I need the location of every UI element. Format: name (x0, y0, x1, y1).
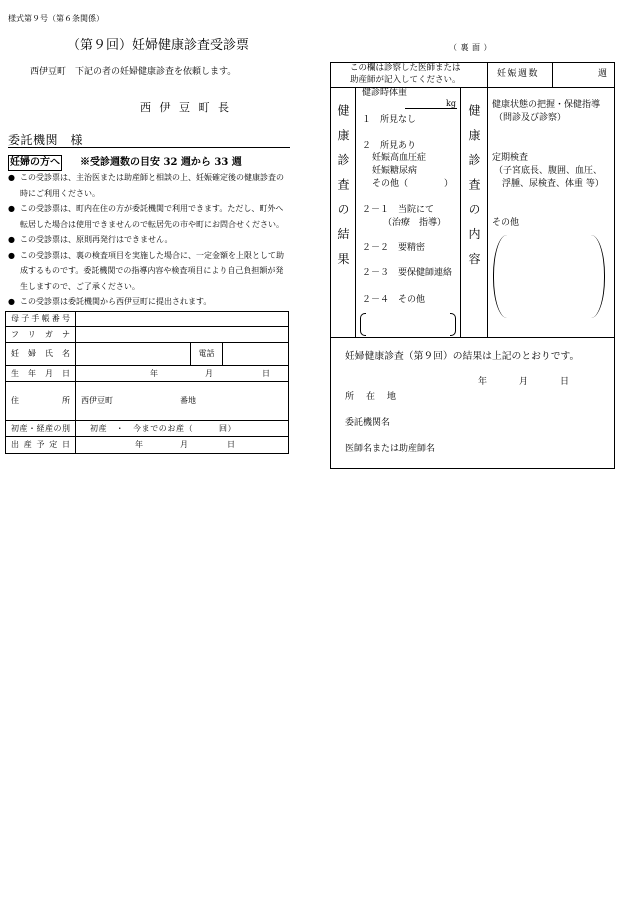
cert-day-unit: 日 (560, 377, 570, 387)
content-item-2: 定期検査 (492, 153, 529, 163)
address-banchi: 番地 (180, 396, 196, 405)
birth-month-unit: 月 (205, 368, 213, 378)
contents-cell (488, 88, 614, 337)
handbook-number-field (76, 312, 289, 327)
due-day-unit: 日 (227, 440, 235, 449)
bullet-mark: ● (8, 297, 15, 306)
name-label: 妊婦氏名 (6, 343, 76, 366)
notice-heading: 妊婦の方へ (8, 155, 62, 171)
addressee: 委託機関 様 (8, 133, 84, 147)
weeks-value-cell (553, 63, 614, 88)
finding-item: 妊娠高血圧症 (372, 153, 427, 163)
table-row (6, 366, 289, 382)
table-row (6, 312, 289, 327)
content-item-1-detail: （問診及び診察） (494, 113, 567, 123)
notice-line: この受診票は、原則再発行はできません。 (20, 235, 173, 244)
birth-year-unit: 年 (150, 368, 158, 378)
finding-item: 妊娠糖尿病 (372, 166, 418, 176)
notice-line: 生しますので、ご了承ください。 (20, 281, 140, 291)
notice-line: 成するものです。委託機関での指導内容や検査項目により自己負担額が発 (20, 266, 284, 275)
doctor-label: 医師名または助産師名 (345, 444, 436, 454)
due-date-field (76, 437, 289, 454)
cert-year-unit: 年 (478, 377, 488, 387)
other-bracket-left (360, 313, 366, 336)
content-item-2-detail: 浮腫、尿検査、体重 等） (502, 179, 604, 189)
weeks-unit: 週 (598, 69, 608, 79)
due-year-unit: 年 (135, 440, 143, 449)
header-note-line: この欄は診察した医師または (350, 63, 461, 73)
option-no-findings: １ 所見なし (362, 115, 417, 125)
facility-label: 委託機関名 (345, 418, 391, 428)
contents-title: 健康診査の内容 (467, 104, 481, 277)
phone-label: 電話 (191, 343, 223, 366)
other-bracket-right (450, 313, 456, 336)
notice-item (8, 232, 284, 248)
notice-line: この受診票は、主治医または助産師と相談の上、妊娠確定後の健康診査の (20, 173, 284, 182)
notice-line: 転居した場合は使用できませんので転居先の市や町にお問合せください。 (20, 219, 284, 229)
other-paren-right (591, 235, 605, 318)
week-guide: ※受診週数の目安 32 週から 33 週 (80, 157, 242, 168)
issuer-name: 西伊豆町長 (140, 101, 238, 114)
notice-line: この受診票は委託機関から西伊豆町に提出されます。 (20, 297, 212, 306)
weeks-label-cell (488, 63, 553, 88)
content-item-3: その他 (492, 218, 520, 228)
pregnant-woman-info-table (5, 311, 289, 454)
contents-title-cell (461, 88, 488, 337)
option-2-3: ２－３ 要保健師連絡 (362, 268, 453, 278)
bullet-mark: ● (8, 235, 15, 244)
weeks-label: 妊娠週数 (497, 69, 540, 79)
notice-line: この受診票は、町内在住の方が委託機関で利用できます。ただし、町外へ (20, 204, 284, 213)
furigana-field (76, 327, 289, 343)
weight-label: 健診時体重 (362, 88, 408, 98)
address-field (76, 382, 289, 421)
birth-day-unit: 日 (262, 368, 270, 378)
table-row (6, 343, 289, 366)
due-date-label: 出産予定日 (6, 437, 76, 454)
weight-unit: kg (446, 99, 456, 108)
certification-text: 妊婦健康診査（第９回）の結果は上記のとおりです。 (345, 351, 580, 362)
other-paren-left (493, 235, 507, 318)
header-note-cell (331, 63, 488, 88)
parity-label: 初産・経産の別 (6, 421, 76, 437)
furigana-label: フリガナ (6, 327, 76, 343)
exam-results-box (330, 62, 615, 469)
table-row (6, 382, 289, 421)
bullet-mark: ● (8, 250, 15, 260)
notice-list (8, 170, 284, 310)
notice-item (8, 294, 284, 310)
option-2-1: ２－１ 当院にて (362, 205, 435, 215)
option-2-2: ２－２ 要精密 (362, 243, 426, 253)
certification-section (331, 337, 614, 468)
handbook-number-label: 母子手帳番号 (6, 312, 76, 327)
parity-field (76, 421, 289, 437)
option-findings: ２ 所見あり (362, 141, 417, 151)
due-month-unit: 月 (180, 440, 188, 449)
birthdate-field (76, 366, 289, 382)
name-field (76, 343, 191, 366)
option-2-1-detail: （治療 指導） (383, 218, 447, 228)
location-label: 所在地 (345, 392, 409, 402)
bullet-mark: ● (8, 173, 15, 182)
form-number: 様式第９号（第６条関係） (8, 14, 104, 23)
phone-field (223, 343, 289, 366)
notice-item (8, 248, 284, 295)
address-town: 西伊豆町 (81, 396, 113, 405)
notice-item (8, 201, 284, 232)
notice-line: この受診票は、裏の検査項目を実施した場合に、一定金額を上限として助 (20, 250, 284, 260)
cert-month-unit: 月 (519, 377, 529, 387)
request-text: 西伊豆町 下記の者の妊婦健康診査を依頼します。 (30, 67, 237, 77)
parity-options: 初産 ・ 今までのお産（ 回） (90, 423, 237, 433)
option-2-4: ２－４ その他 (362, 295, 426, 305)
finding-item: その他（ ） (372, 179, 454, 189)
content-item-1: 健康状態の把握・保健指導 (492, 100, 601, 110)
addressee-underline (8, 147, 290, 148)
bullet-mark: ● (8, 204, 15, 213)
birthdate-label: 生年月日 (6, 366, 76, 382)
content-item-2-detail: （子宮底長、腹囲、血圧、 (494, 166, 603, 176)
table-row (6, 421, 289, 437)
results-title-cell (331, 88, 356, 337)
notice-item (8, 170, 284, 201)
address-label: 住所 (6, 382, 76, 421)
notice-line: 時にご利用ください。 (20, 188, 100, 198)
results-cell (356, 88, 461, 337)
table-row (6, 437, 289, 454)
results-title: 健康診査の結果 (336, 104, 350, 277)
form-title: （第９回）妊婦健康診査受診票 (67, 38, 250, 53)
header-note-line: 助産師が記入してください。 (350, 75, 461, 85)
table-row (6, 327, 289, 343)
back-side-label: （裏面） (449, 43, 495, 52)
